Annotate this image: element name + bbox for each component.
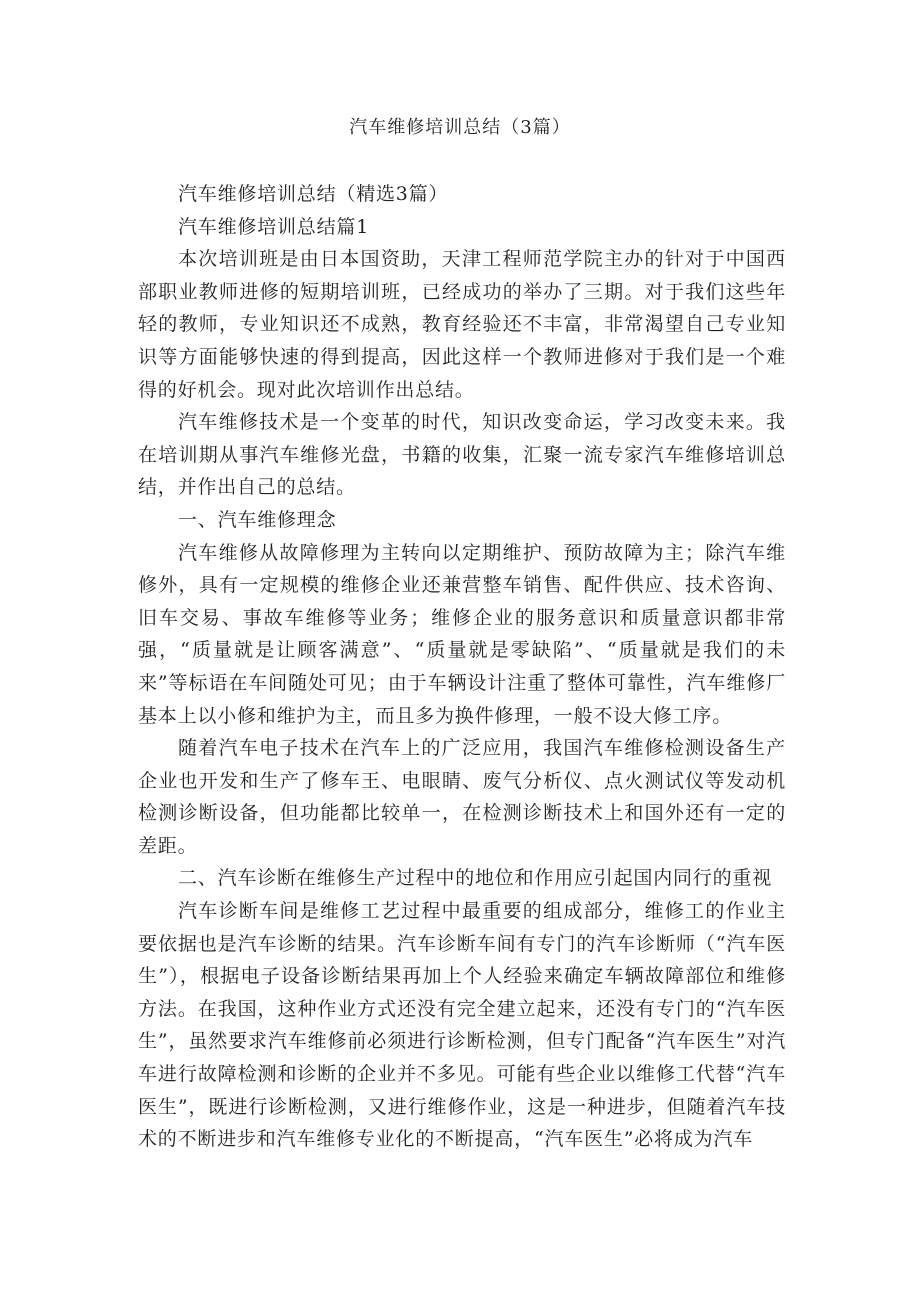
paragraph-intro: 本次培训班是由日本国资助，天津工程师范学院主办的针对于中国西部职业教师进修的短期培训班，已经成功的举办了三期。对于我们这些年轻的教师，专业知识还不成熟，教育经验还不丰富，非常渴望自己专业知识等方面能够快速的得到提高，因此这样一个教师进修对于我们是一个难得的好机会。现对此次培训作出总结。 (138, 248, 786, 401)
section-title: 汽车维修培训总结篇1 (178, 215, 370, 238)
heading-diagnosis-role: 二、汽车诊断在维修生产过程中的地位和作用应引起国内同行的重视 (178, 867, 773, 890)
document-title: 汽车维修培训总结（3篇） (349, 117, 571, 138)
paragraph-tech-era: 汽车维修技术是一个变革的时代，知识改变命运，学习改变未来。我在培训期从事汽车维修光盘，书籍的收集，汇聚一流专家汽车维修培训总结，并作出自己的总结。 (138, 411, 786, 499)
paragraph-electronic-tech: 随着汽车电子技术在汽车上的广泛应用，我国汽车维修检测设备生产企业也开发和生产了修车王、电眼睛、废气分析仪、点火测试仪等发动机检测诊断设备，但功能都比较单一，在检测诊断技术上和国外还有一定的差距。 (138, 737, 786, 857)
document-body (138, 178, 786, 1156)
paragraph-maintenance-concept: 汽车维修从故障修理为主转向以定期维护、预防故障为主；除汽车维修外，具有一定规模的维修企业还兼营整车销售、配件供应、技术咨询、旧车交易、事故车维修等业务；维修企业的服务意识和质量意识都非常强，“质量就是让顾客满意”、“质量就是零缺陷”、“质量就是我们的未来”等标语在车间随处可见；由于车辆设计注重了整体可靠性，汽车维修厂基本上以小修和维护为主，而且多为换件修理，一般不设大修工序。 (138, 541, 786, 727)
heading-maintenance-concept: 一、汽车维修理念 (178, 508, 337, 531)
paragraph-diagnosis-workshop: 汽车诊断车间是维修工艺过程中最重要的组成部分，维修工的作业主要依据也是汽车诊断的结果。汽车诊断车间有专门的汽车诊断师（“汽车医生”），根据电子设备诊断结果再加上个人经验来确定车辆故障部位和维修方法。在我国，这种作业方式还没有完全建立起来，还没有专门的“汽车医生”，虽然要求汽车维修前必须进行诊断检测，但专门配备“汽车医生”对汽车进行故障检测和诊断的企业并不多见。可能有些企业以维修工代替“汽车医生”，既进行诊断检测，又进行维修作业，这是一种进步，但随着汽车技术的不断进步和汽车维修专业化的不断提高，“汽车医生”必将成为汽车 (138, 900, 786, 1151)
document-subtitle: 汽车维修培训总结（精选3篇） (178, 183, 449, 205)
